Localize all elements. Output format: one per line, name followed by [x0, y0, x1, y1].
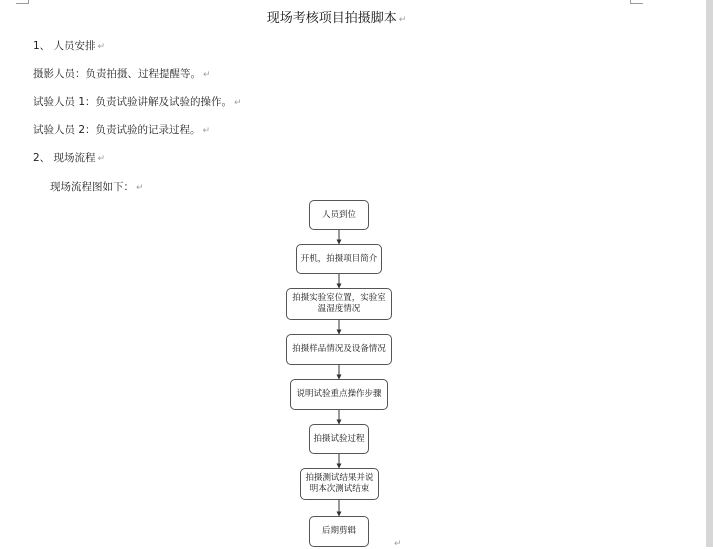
flow-step-test-process[interactable]: 拍摄试验过程 [309, 424, 369, 454]
paragraph-tester-2[interactable]: 试验人员 2：负责试验的记录过程。 ↵ [33, 124, 211, 136]
paragraph-mark-icon: ↵ [136, 183, 144, 193]
flow-step-key-operations[interactable]: 说明试验重点操作步骤 [290, 379, 388, 410]
section-heading-process[interactable]: 2、 现场流程 ↵ [33, 152, 106, 164]
flow-step-start-camera[interactable]: 开机，拍摄项目简介 [296, 244, 382, 274]
paragraph-mark-icon: ↵ [394, 539, 402, 549]
paragraph-photographer[interactable]: 摄影人员：负责拍摄、过程提醒等。 ↵ [33, 68, 211, 80]
paragraph-mark-icon: ↵ [398, 15, 407, 25]
paragraph-mark-icon: ↵ [203, 70, 211, 80]
paragraph-flowchart-intro[interactable]: 现场流程图如下： ↵ [50, 181, 144, 193]
document-title[interactable]: 现场考核项目拍摄脚本 ↵ [266, 11, 407, 26]
paragraph-tester-1[interactable]: 试验人员 1：负责试验讲解及试验的操作。 ↵ [33, 96, 242, 108]
vertical-scrollbar[interactable] [706, 0, 713, 547]
flow-step-test-results[interactable]: 拍摄测试结果并说明本次测试结束 [300, 468, 379, 500]
section-heading-staffing[interactable]: 1、 人员安排 ↵ [33, 40, 106, 52]
flow-step-post-editing[interactable]: 后期剪辑 [309, 516, 369, 547]
paragraph-mark-icon: ↵ [234, 98, 242, 108]
paragraph-mark-icon: ↵ [202, 126, 211, 136]
flow-step-samples-equipment[interactable]: 拍摄样品情况及设备情况 [286, 334, 392, 365]
flow-step-lab-location[interactable]: 拍摄实验室位置，实验室温湿度情况 [286, 288, 392, 320]
paragraph-mark-icon: ↵ [97, 42, 106, 52]
flow-step-staff-ready[interactable]: 人员到位 [309, 200, 369, 230]
paragraph-mark-icon: ↵ [97, 154, 106, 164]
